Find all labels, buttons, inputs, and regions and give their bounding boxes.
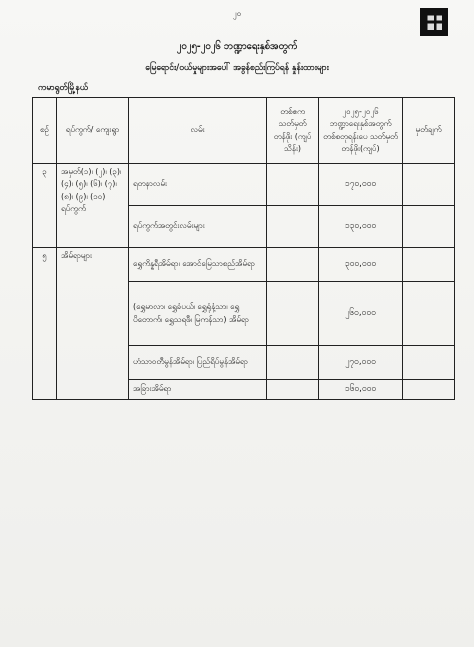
cell-price xyxy=(267,282,319,346)
cell-remark xyxy=(403,380,455,400)
cell-tax: ၁၃၀,၀၀၀ xyxy=(319,206,403,248)
cell-remark xyxy=(403,248,455,282)
col-header-road: လမ်း xyxy=(129,98,267,164)
cell-ward: အမှတ်(၁)၊ (၂)၊ (၃)၊ (၄)၊ (၅)၊ (၆)၊ (၇)၊ (၈)၊ (၉)၊ (၁၀) ရပ်ကွက် xyxy=(57,164,129,248)
table-row xyxy=(33,164,455,206)
cell-remark xyxy=(403,346,455,380)
cell-price xyxy=(267,206,319,248)
cell-no: ၅ xyxy=(33,248,57,400)
cell-tax: ၃၀၀,၀၀၀ xyxy=(319,248,403,282)
cell-tax: ၂၇၀,၀၀၀ xyxy=(319,346,403,380)
col-header-tax: ၂၀၂၅-၂၀၂၆ ဘဏ္ဍာရေးနှစ်အတွက် တစ်စတုရန်းပေ သတ်မှတ်တန်ဖိုး(ကျပ်) xyxy=(319,98,403,164)
col-header-no: စဉ် xyxy=(33,98,57,164)
cell-road: အခြားအိမ်ရာ xyxy=(129,380,267,400)
col-header-remark: မှတ်ချက် xyxy=(403,98,455,164)
table-row xyxy=(33,248,455,282)
cell-road: ရွှေကိန္နရီအိမ်ရာ၊ အောင်မြေသာစည်အိမ်ရာ xyxy=(129,248,267,282)
cell-tax: ၁၇၀,၀၀၀ xyxy=(319,164,403,206)
cell-ward: အိမ်ရာများ xyxy=(57,248,129,400)
page-number: ၂၀ xyxy=(232,9,242,18)
cell-price xyxy=(267,346,319,380)
cell-tax: ၂၆၀,၀၀၀ xyxy=(319,282,403,346)
col-header-ward: ရပ်ကွက်/ ကျေးရွာ xyxy=(57,98,129,164)
cell-road: ရပ်ကွက်အတွင်းလမ်းများ xyxy=(129,206,267,248)
cell-price xyxy=(267,164,319,206)
cell-road: ဟံသာဝတီမွန်အိမ်ရာ၊ ပြည်ရိပ်မွန်အိမ်ရာ xyxy=(129,346,267,380)
qr-code-icon xyxy=(420,8,448,36)
col-header-price: တစ်ဧက သတ်မှတ် တန်ဖိုး (ကျပ်သိန်း) xyxy=(267,98,319,164)
cell-road: ရတနာလမ်း xyxy=(129,164,267,206)
cell-price xyxy=(267,248,319,282)
rate-table xyxy=(32,97,455,400)
cell-remark xyxy=(403,282,455,346)
document-subtitle: မြေရောင်း/ဝယ်မှုများအပေါ် အခွန်စည်းကြပ်ရန် နှုန်းထားများ xyxy=(145,63,329,73)
table-header-row xyxy=(33,98,455,164)
cell-price xyxy=(267,380,319,400)
document-title: ၂၀၂၅-၂၀၂၆ ဘဏ္ဍာရေးနှစ်အတွက် xyxy=(176,41,298,52)
cell-tax: ၁၆၀,၀၀၀ xyxy=(319,380,403,400)
cell-remark xyxy=(403,206,455,248)
cell-remark xyxy=(403,164,455,206)
cell-no: ၃ xyxy=(33,164,57,248)
cell-road: (ရွှေမာလာ၊ ရွှေခံပယ်၊ ရွှေရုံနံ့သာ၊ ရွှေပိတောက်၊ ရွှေသရဖီ၊ မြကန်သာ) အိမ်ရာ xyxy=(129,282,267,346)
township-label: ကမာရွတ်မြို့နယ် xyxy=(38,83,89,93)
